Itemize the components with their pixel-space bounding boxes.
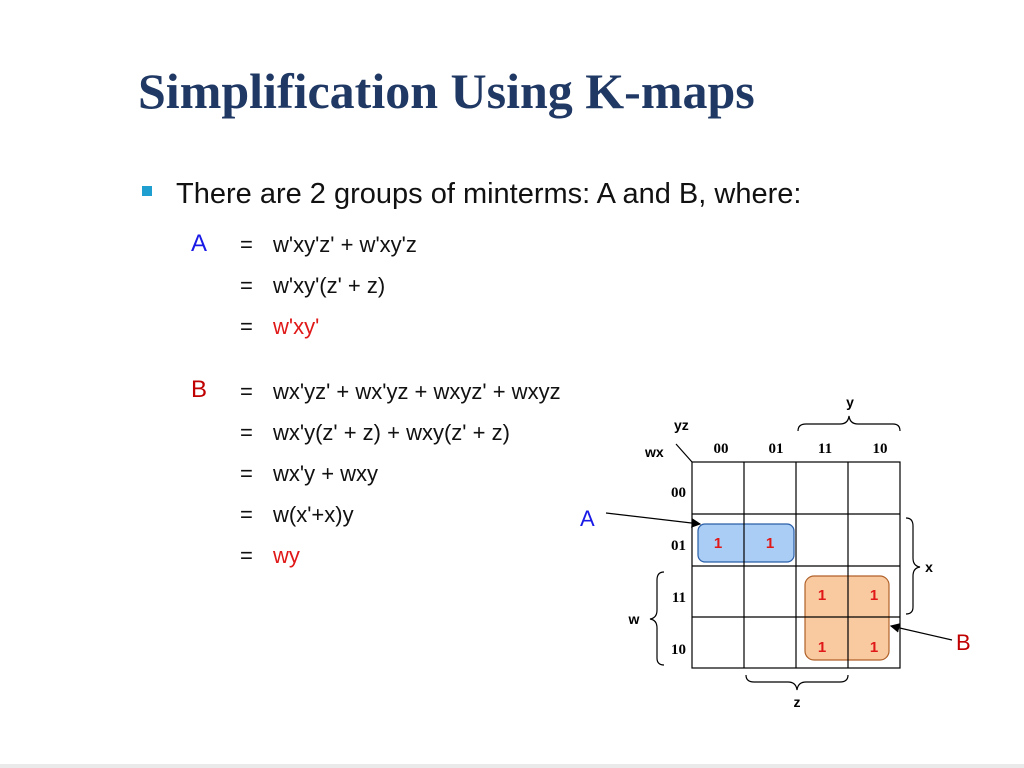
var-label-x: x [925,559,933,575]
var-label-y: y [846,394,854,410]
kmap-cell: 1 [713,535,723,552]
kmap-col-header: 11 [817,441,833,457]
pointer-a-arrow [606,513,700,524]
group-b-step-4: w(x'+x)y [273,502,354,527]
group-a-step-1: w'xy'z' + w'xy'z [273,232,417,257]
intro-text: There are 2 groups of minterms: A and B, where: [176,178,802,210]
kmap-col-header: 10 [872,441,888,457]
pointer-b-label: B [956,630,971,655]
kmap-row-header: 10 [671,642,686,658]
eq-sign: = [240,502,253,527]
group-b-step-1: wx'yz' + wx'yz + wxyz' + wxyz [273,379,561,404]
group-b-step-2: wx'y(z' + z) + wxy(z' + z) [273,420,510,445]
kmap-row-header: 11 [671,590,686,606]
brace-z [746,675,848,690]
eq-sign: = [240,543,253,568]
group-b-result: wy [273,543,300,568]
kmap-col-header: 01 [768,441,784,457]
group-a-step-2: w'xy'(z' + z) [273,273,386,298]
kmap-cell: 1 [817,639,827,656]
kmap-cell: 1 [817,587,827,604]
brace-x [906,518,920,614]
var-label-z: z [793,694,801,710]
brace-w [650,572,664,665]
pointer-a-label: A [580,506,595,531]
eq-sign: = [240,420,253,445]
page-title: Simplification Using K-maps [138,63,755,119]
kmap-row-header: 01 [671,538,686,554]
kmap-cell: 1 [869,587,879,604]
kmap-cell: 1 [869,639,879,656]
eq-sign: = [240,379,253,404]
eq-sign: = [240,314,253,339]
eq-sign: = [240,461,253,486]
brace-y [798,416,900,431]
eq-sign: = [240,273,253,298]
eq-sign: = [240,232,253,257]
kmap-row-var: wx [645,444,664,460]
var-label-w: w [628,611,640,627]
group-b-step-3: wx'y + wxy [273,461,379,486]
footer-bar [0,764,1024,768]
group-b-label: B [191,376,208,403]
kmap-row-header: 00 [671,485,686,501]
group-a-label: A [191,230,208,257]
group-a-result: w'xy' [273,314,320,339]
kmap-col-header: 00 [713,441,729,457]
group-a-highlight [698,524,794,562]
kmap-col-var: yz [674,417,689,433]
kmap-cell: 1 [765,535,775,552]
